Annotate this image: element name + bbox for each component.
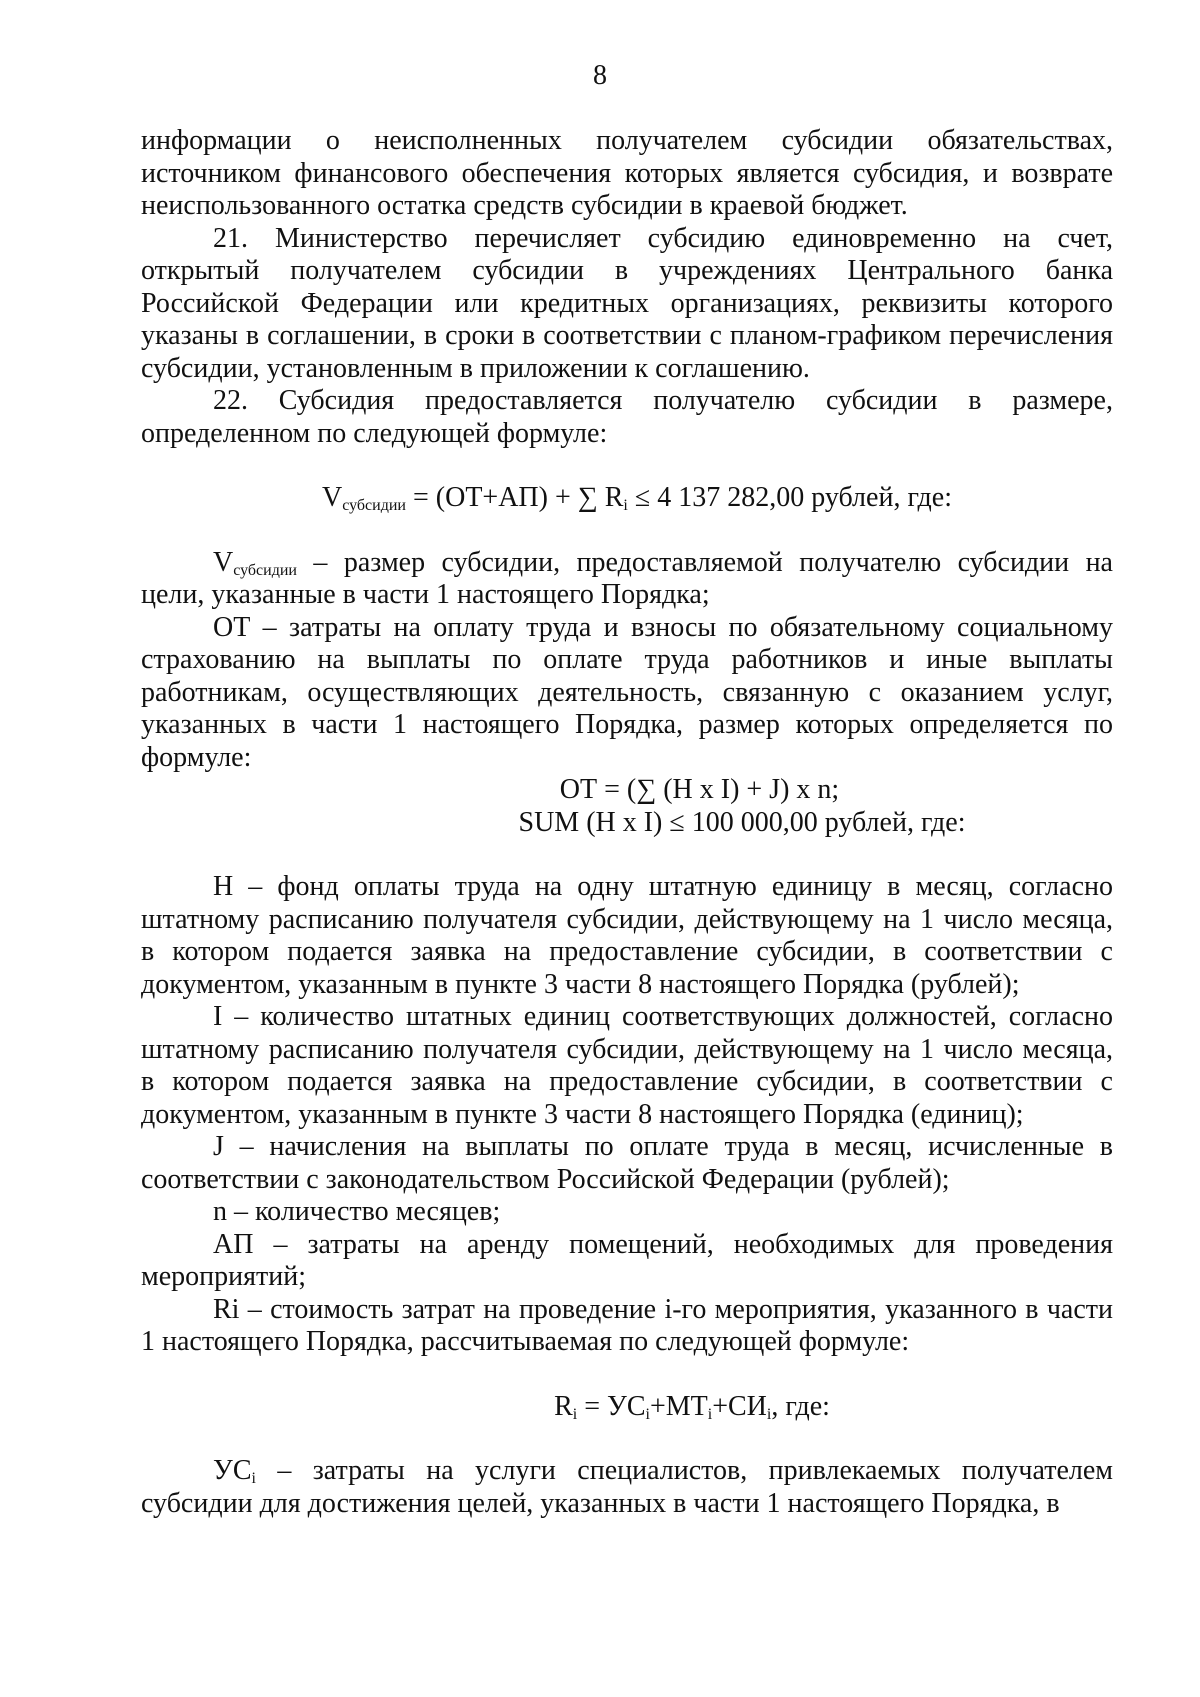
definition-us-symbol: УС bbox=[213, 1455, 252, 1486]
formula-ri-subscript: i bbox=[623, 497, 628, 514]
formula-si-term: +СИ bbox=[712, 1390, 767, 1422]
formula-r-symbol: R bbox=[554, 1390, 573, 1422]
formula-r-subscript: i bbox=[572, 1405, 578, 1423]
formula-us-subscript: i bbox=[645, 1405, 650, 1423]
document-body bbox=[141, 125, 1113, 1520]
definition-us-text: – затраты на услуги специалистов, привлекаемых получателем субсидии для достижения целей, указанных в части 1 настоящего Порядка, в bbox=[141, 1455, 1113, 1519]
formula-ri bbox=[141, 1391, 1113, 1424]
paragraph-22: 22. Субсидия предоставляется получателю субсидии в размере, определенном по следующей формуле: bbox=[141, 385, 1113, 449]
definition-v-subscript: субсидии bbox=[233, 561, 297, 579]
formula-v-subscript: субсидии bbox=[342, 497, 406, 514]
page-number: 8 bbox=[593, 60, 607, 91]
definition-n: n – количество месяцев; bbox=[213, 1196, 501, 1227]
formula-limit: ≤ 4 137 282,00 рублей, где: bbox=[627, 482, 952, 513]
definition-j: J – начисления на выплаты по оплате труда в месяц, исчисленные в соответствии с законодательством Российской Федерации (рублей); bbox=[141, 1131, 1113, 1195]
definition-v-symbol: V bbox=[213, 546, 234, 578]
definition-i: I – количество штатных единиц соответствующих должностей, согласно штатному расписанию получателя субсидии, действующему на 1 число месяца, в котором подается заявка на предоставление субсидии, в соответствии с документом, указанным в пункте 3 части 8 настоящего Порядка (единиц); bbox=[141, 1001, 1113, 1130]
definition-ot: ОТ – затраты на оплату труда и взносы по обязательному социальному страхованию на выплаты по оплате труда работников и иные выплаты работникам, осуществляющих деятельность, связанную с оказанием услуг, указанных в части 1 настоящего Порядка, размер которых определяется по формуле: bbox=[141, 611, 1113, 773]
paragraph-21: 21. Министерство перечисляет субсидию единовременно на счет, открытый получателем субсидии в учреждениях Центрального банка Российской Федерации или кредитных организациях, реквизиты которого указаны в соглашении, в сроки в соответствии с планом-графиком перечисления субсидии, установленным в приложении к соглашению. bbox=[141, 222, 1113, 384]
formula-ri-tail: , где: bbox=[771, 1390, 830, 1422]
formula-mt-term: +МТ bbox=[649, 1390, 708, 1422]
formula-sum-part: = (ОТ+АП) + ∑ R bbox=[405, 482, 624, 513]
definition-v-subsidy bbox=[141, 547, 1113, 612]
definition-us-subscript: i bbox=[251, 1470, 256, 1487]
formula-mt-subscript: i bbox=[707, 1405, 713, 1423]
formula-ot: ОТ = (∑ (Н x I) + J) x n; bbox=[559, 774, 840, 805]
definition-h: Н – фонд оплаты труда на одну штатную единицу в месяц, согласно штатному расписанию получателя субсидии, действующему на 1 число месяца, в котором подается заявка на предоставление субсидии, в соответствии с документом, указанным в пункте 3 части 8 настоящего Порядка (рублей); bbox=[141, 871, 1113, 1000]
formula-sum-limit: SUM (Н x I) ≤ 100 000,00 рублей, где: bbox=[518, 806, 966, 838]
definition-v-text: – размер субсидии, предоставляемой получателю субсидии на цели, указанные в части 1 настоящего Порядка; bbox=[141, 546, 1113, 610]
definition-us bbox=[141, 1455, 1113, 1520]
formula-subsidy-size bbox=[141, 482, 1113, 515]
formula-v-symbol: V bbox=[322, 482, 343, 513]
definition-ap: АП – затраты на аренду помещений, необходимых для проведения мероприятий; bbox=[141, 1228, 1113, 1292]
paragraph-continuation: информации о неисполненных получателем субсидии обязательствах, источником финансового обеспечения которых является субсидия, и возврате неиспользованного остатка средств субсидии в краевой бюджет. bbox=[141, 125, 1113, 221]
formula-us-term: = УС bbox=[577, 1390, 646, 1422]
definition-ri: Ri – стоимость затрат на проведение i-го мероприятия, указанного в части 1 настоящего Порядка, рассчитываемая по следующей формуле: bbox=[141, 1293, 1113, 1357]
formula-si-subscript: i bbox=[766, 1405, 772, 1423]
